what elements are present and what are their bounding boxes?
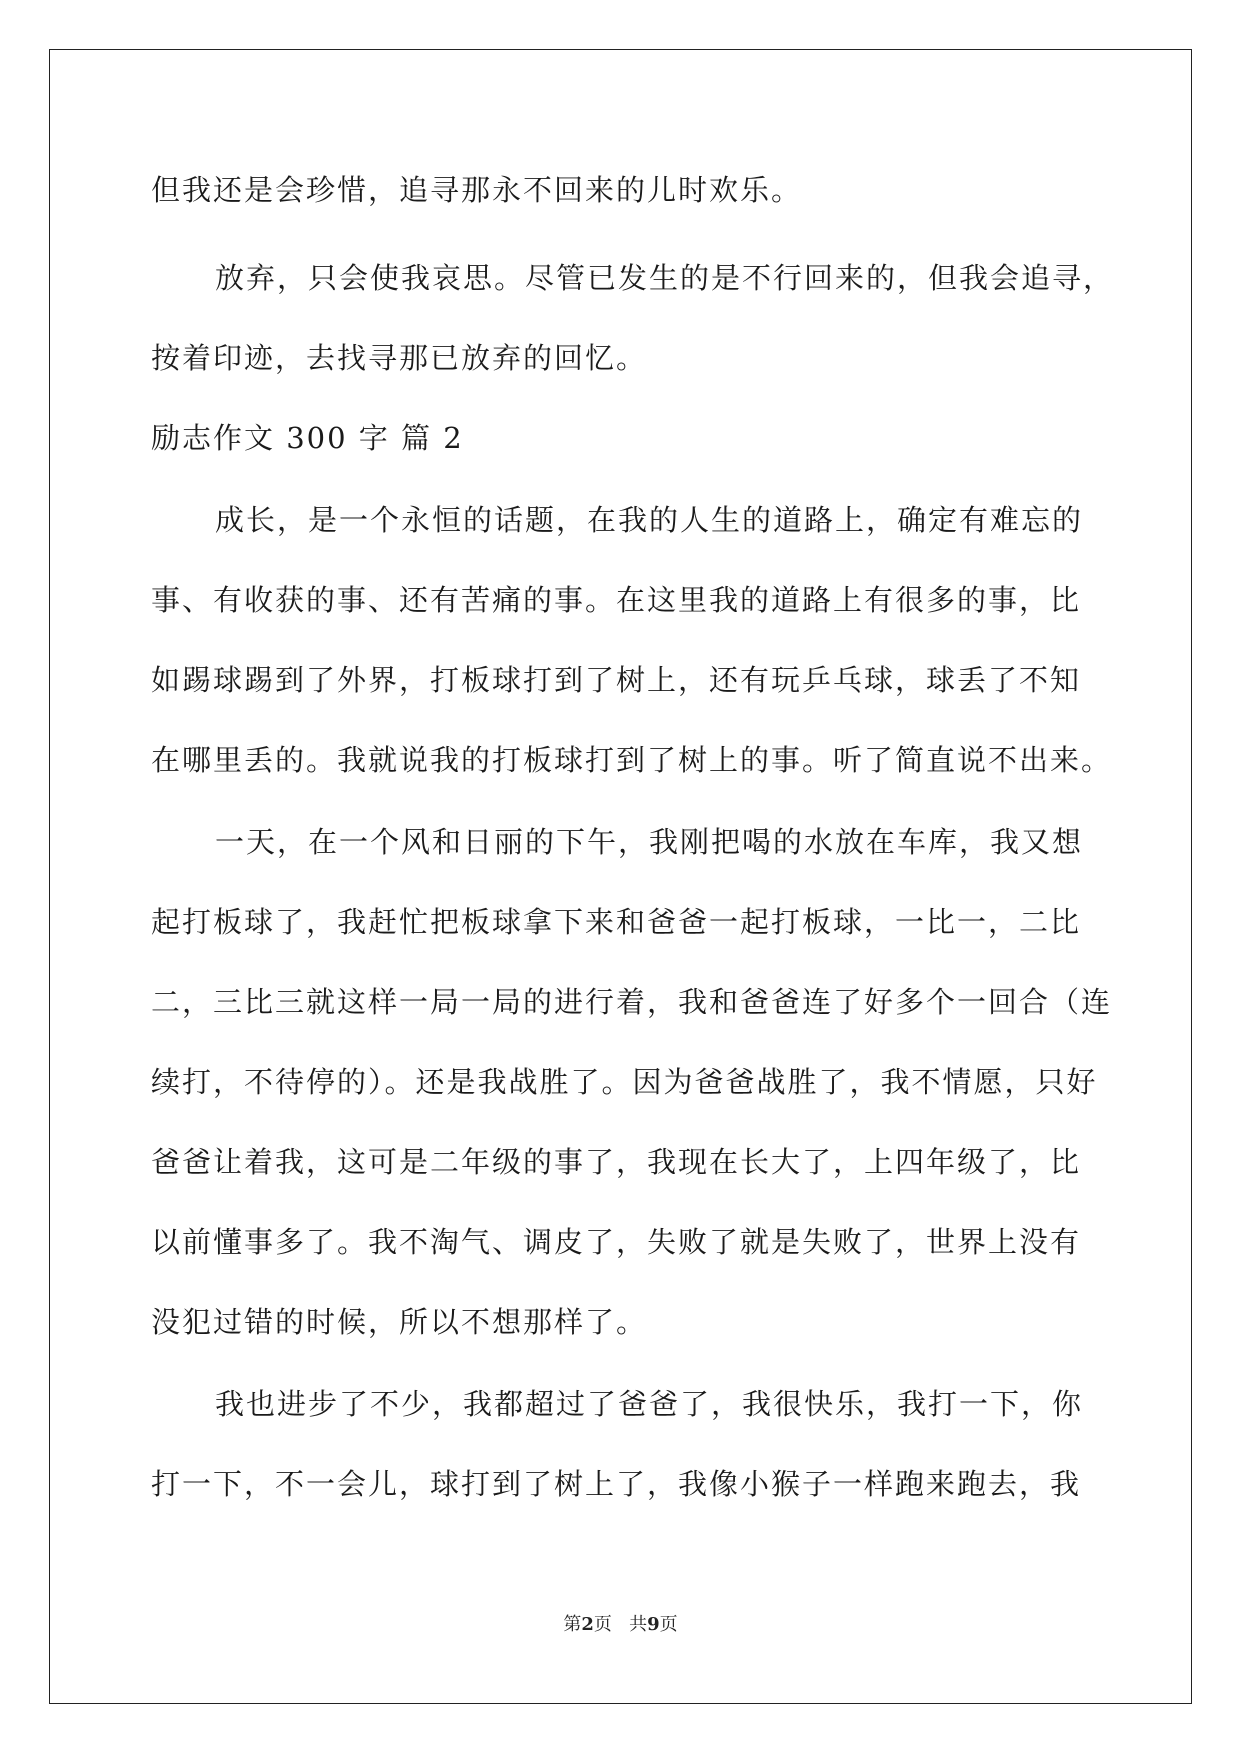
total-page-count: 9 [647,1614,660,1635]
paragraph-line: 事、有收获的事、还有苦痛的事。在这里我的道路上有很多的事，比 [151,583,1082,617]
paragraph-line: 没犯过错的时候，所以不想那样了。 [151,1305,648,1339]
paragraph-line: 打一下，不一会儿，球打到了树上了，我像小猴子一样跑来跑去，我 [151,1467,1082,1501]
paragraph-line: 二，三比三就这样一局一局的进行着，我和爸爸连了好多个一回合（连 [151,985,1113,1019]
paragraph-line: 续打，不待停的）。还是我战胜了。因为爸爸战胜了，我不情愿，只好 [151,1065,1098,1099]
paragraph-line: 按着印迹，去找寻那已放弃的回忆。 [151,341,648,375]
paragraph-line: 以前懂事多了。我不淘气、调皮了，失败了就是失败了，世界上没有 [151,1225,1082,1259]
paragraph-line: 一天，在一个风和日丽的下午，我刚把喝的水放在车库，我又想 [215,825,1084,859]
footer-page-suffix: 页 [593,1614,612,1635]
section-heading: 励志作文 300 字 篇 2 [151,421,464,455]
paragraph-line: 如踢球踢到了外界，打板球打到了树上，还有玩乒乓球，球丢了不知 [151,663,1082,697]
footer-total-prefix: 共 [629,1614,648,1635]
paragraph-line: 放弃，只会使我哀思。尽管已发生的是不行回来的，但我会追寻， [215,261,1115,295]
paragraph-line: 起打板球了，我赶忙把板球拿下来和爸爸一起打板球，一比一，二比 [151,905,1082,939]
paragraph-line: 我也进步了不少，我都超过了爸爸了，我很快乐，我打一下，你 [215,1387,1084,1421]
paragraph-line: 但我还是会珍惜，追寻那永不回来的儿时欢乐。 [151,173,803,207]
paragraph-line: 在哪里丢的。我就说我的打板球打到了树上的事。听了简直说不出来。 [151,743,1113,777]
footer-total-suffix: 页 [659,1614,678,1635]
paragraph-line: 爸爸让着我，这可是二年级的事了，我现在长大了，上四年级了，比 [151,1145,1082,1179]
footer-prefix: 第 [563,1614,582,1635]
page-footer [0,1613,1241,1637]
paragraph-line: 成长，是一个永恒的话题，在我的人生的道路上，确定有难忘的 [215,503,1084,537]
current-page-number: 2 [581,1614,594,1635]
